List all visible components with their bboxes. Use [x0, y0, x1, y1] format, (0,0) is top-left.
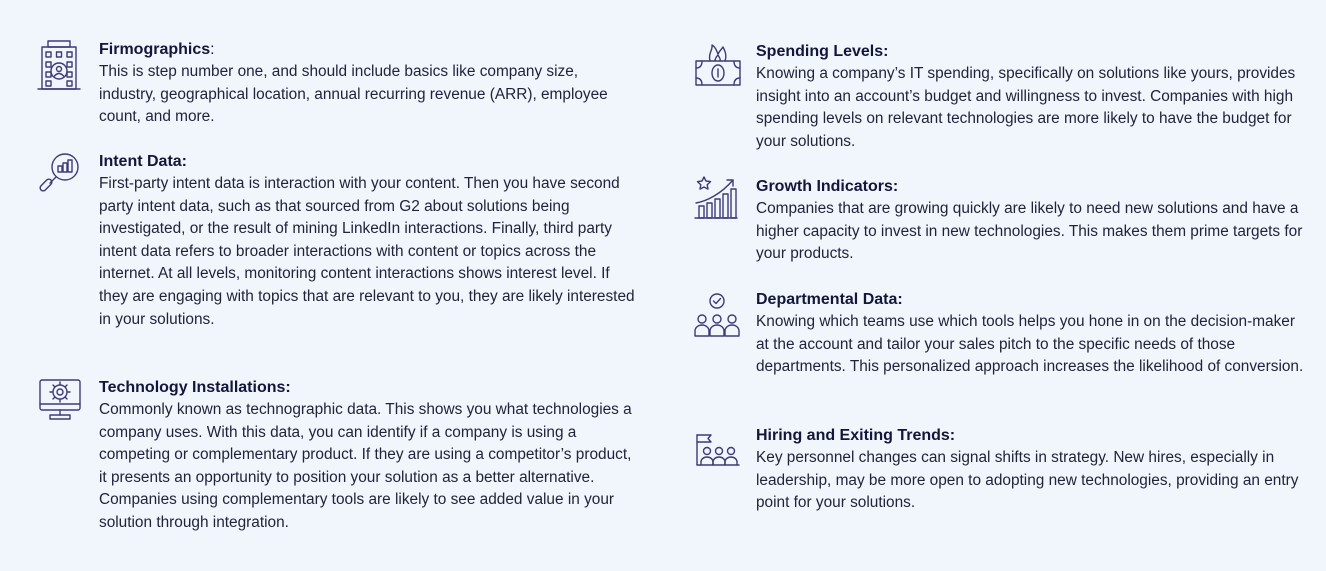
burning-money-icon: [693, 41, 743, 153]
section-title: Intent Data:: [99, 153, 187, 170]
hiring-exiting-trends-text: [756, 425, 1308, 515]
intent-data-section: [36, 151, 636, 331]
section-body: First-party intent data is interaction with your content. Then you have second party intent data, such as that sourced from G2 about solutions being investigated, or the result of mining LinkedIn interactions. Finally, third party intent data refers to broader interactions with content or topics across the internet. At all levels, monitoring content interactions shows interest level. If they are engaging with topics that are relevant to you, they are likely interested in your solutions.: [99, 175, 635, 328]
section-body: Commonly known as technographic data. This shows you what technologies a company uses. With this data, you can identify if a company is using a competing or complementary product. If they are using a competitor’s product, it presents an opportunity to position your solution as a better alternative. Companies using complementary tools are likely to see added value in your solution through integration.: [99, 401, 632, 531]
firmographics-text: [99, 39, 636, 129]
section-title: Spending Levels:: [756, 43, 889, 60]
magnifier-chart-icon: [36, 151, 86, 331]
section-title: Firmographics:: [99, 41, 215, 58]
growth-indicators-text: [756, 176, 1308, 266]
growth-chart-icon: [693, 176, 743, 266]
section-body: This is step number one, and should include basics like company size, industry, geographical location, annual recurring revenue (ARR), employee count, and more.: [99, 63, 608, 126]
hiring-exiting-trends-section: [693, 425, 1308, 515]
team-check-icon: [693, 289, 743, 379]
building-icon: [36, 39, 86, 129]
firmographics-section: [36, 39, 636, 129]
section-body: Knowing which teams use which tools helps you hone in on the decision-maker at the account and tailor your sales pitch to the specific needs of those departments. This personalized approach increases the likelihood of conversion.: [756, 313, 1304, 376]
monitor-gear-icon: [36, 377, 86, 535]
technology-installations-text: [99, 377, 636, 535]
intent-data-text: [99, 151, 636, 331]
section-body: Knowing a company’s IT spending, specifically on solutions like yours, provides insight into an account’s budget and willingness to invest. Companies with high spending levels on relevant technologies are more likely to have the budget for your solutions.: [756, 65, 1296, 150]
team-flag-icon: [693, 425, 743, 515]
spending-levels-section: [693, 41, 1308, 153]
section-body: Companies that are growing quickly are likely to need new solutions and have a higher capacity to invest in new technologies. This makes them prime targets for your products.: [756, 200, 1303, 263]
section-body: Key personnel changes can signal shifts in strategy. New hires, especially in leadership, may be more open to adopting new technologies, providing an entry point for your solutions.: [756, 449, 1299, 512]
spending-levels-text: [756, 41, 1308, 153]
section-title: Technology Installations:: [99, 379, 291, 396]
growth-indicators-section: [693, 176, 1308, 266]
section-title: Departmental Data:: [756, 291, 903, 308]
section-title: Hiring and Exiting Trends:: [756, 427, 956, 444]
departmental-data-text: [756, 289, 1308, 379]
section-title: Growth Indicators:: [756, 178, 899, 195]
departmental-data-section: [693, 289, 1308, 379]
technology-installations-section: [36, 377, 636, 535]
